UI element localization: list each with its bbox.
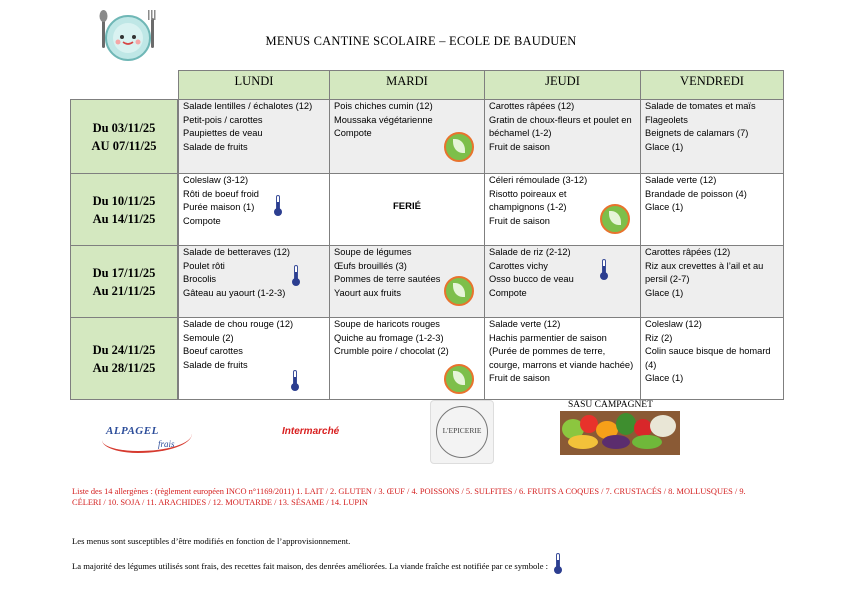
- menu-item: Pommes de terre sautées: [334, 274, 441, 285]
- menu-item: Salade verte (12): [489, 319, 561, 329]
- menu-item: Osso bucco de veau: [489, 274, 574, 285]
- intermarche-text-a: Inter: [282, 426, 304, 437]
- week-end: AU 07/11/25: [91, 138, 157, 153]
- menu-item: Compote: [183, 215, 221, 226]
- menu-item: Coleslaw (12): [645, 319, 702, 329]
- header-mardi: MARDI: [329, 70, 485, 100]
- holiday-label: FERIÉ: [393, 201, 421, 212]
- menu-item: Pois chiches cumin (12): [334, 101, 433, 111]
- week-start: Du 17/11/25: [92, 265, 156, 280]
- header-lundi: LUNDI: [178, 70, 330, 100]
- menu-item: Salade de betteraves (12): [183, 247, 290, 257]
- menu-item: Paupiettes de veau: [183, 128, 263, 139]
- menu-item: Compote: [489, 287, 527, 298]
- menu-item: Yaourt aux fruits: [334, 287, 402, 298]
- thermometer-icon: [290, 264, 302, 286]
- menu-item: Beignets de calamars (7): [645, 128, 749, 139]
- thermometer-icon: [598, 258, 610, 280]
- menu-cell-vendredi: [640, 99, 784, 174]
- alpagel-logo: [100, 415, 200, 460]
- week-end: Au 28/11/25: [92, 360, 156, 375]
- menu-cell-lundi: [178, 173, 330, 246]
- menu-item: Salade de riz (2-12): [489, 247, 571, 257]
- menu-item: Rôti de boeuf froid: [183, 188, 259, 199]
- week-start: Du 03/11/25: [92, 120, 156, 135]
- week-start: Du 10/11/25: [92, 193, 156, 208]
- menu-item: Salade de fruits: [183, 141, 248, 152]
- week-end: Au 21/11/25: [92, 283, 156, 298]
- menu-item: Semoule (2): [183, 332, 234, 343]
- menu-item: Salade de tomates et maïs: [645, 101, 756, 111]
- menu-cell-jeudi: [484, 245, 641, 318]
- week-label: [70, 99, 178, 174]
- menu-item: Crumble poire / chocolat (2): [334, 346, 449, 357]
- vegetable-crate-image: [560, 411, 680, 455]
- menu-cell-lundi: [178, 99, 330, 174]
- allergen-list: Liste des 14 allergènes : (règlement européen INCO n°1169/2011) 1. LAIT / 2. GLUTEN / 3. ŒUF / 4. POISSONS / 5. SULFITES / 6. FRUITS A COQUES / 7. CRUSTACÉS / 8. MOLLUSQUES / 9. CÉLERI / 10. SOJA / 11. ARACHIDES / 12. MOUTARDE / 13. SÉSAME / 14. LUPIN: [72, 487, 746, 507]
- menu-item: Hachis parmentier de saison (Purée de pommes de terre, courge, marrons et viande hachée): [489, 332, 634, 370]
- menu-item: Boeuf carottes: [183, 346, 243, 357]
- menu-item: Riz (2): [645, 332, 673, 343]
- note-line: Les menus sont susceptibles d’être modifiés en fonction de l’approvisionnement.: [72, 536, 351, 546]
- week-label: [70, 317, 178, 400]
- menu-item: Salade lentilles / échalotes (12): [183, 101, 313, 111]
- menu-item: Gâteau au yaourt (1-2-3): [183, 287, 286, 298]
- menu-item: Coleslaw (3-12): [183, 175, 249, 185]
- thermometer-icon: [552, 552, 564, 574]
- menu-item: Salade de fruits: [183, 359, 248, 370]
- menu-item: Œufs brouillés (3): [334, 260, 407, 271]
- menu-item: Purée maison (1): [183, 202, 255, 213]
- menu-item: Brandade de poisson (4): [645, 188, 747, 199]
- menu-item: Colin sauce bisque de homard (4): [645, 346, 771, 370]
- menu-item: Poulet rôti: [183, 260, 225, 271]
- menu-item: Moussaka végétarienne: [334, 114, 433, 125]
- menu-item: Riz aux crevettes à l’ail et au persil (2-7): [645, 260, 764, 285]
- menu-item: Fruit de saison: [489, 141, 550, 152]
- vegetarian-leaf-icon: [600, 204, 630, 234]
- campagnet-label: SASU CAMPAGNET: [568, 400, 653, 410]
- week-label: [70, 173, 178, 246]
- header-vendredi: VENDREDI: [640, 70, 784, 100]
- vegetarian-leaf-icon: [444, 132, 474, 162]
- alpagel-text: ALPAGEL: [106, 425, 159, 437]
- menu-cell-vendredi: [640, 245, 784, 318]
- menu-cell-jeudi: [484, 99, 641, 174]
- vegetarian-leaf-icon: [444, 364, 474, 394]
- menu-item: Brocolis: [183, 274, 217, 285]
- menu-item: Quiche au fromage (1-2-3): [334, 332, 444, 343]
- menu-item: Soupe de haricots rouges: [334, 319, 440, 329]
- menu-cell-lundi: [178, 317, 330, 400]
- menu-item: Fruit de saison: [489, 373, 550, 384]
- menu-item: Céleri rémoulade (3-12): [489, 175, 588, 185]
- menu-item: Compote: [334, 128, 372, 139]
- menu-item: Glace (1): [645, 202, 684, 213]
- menu-item: Carottes râpées (12): [489, 101, 575, 111]
- epicerie-text: L'EPICERIE: [442, 426, 482, 435]
- menu-item: Soupe de légumes: [334, 247, 412, 257]
- menu-item: Carottes râpées (12): [645, 247, 731, 257]
- menu-item: Salade verte (12): [645, 175, 717, 185]
- menu-item: Glace (1): [645, 287, 684, 298]
- menu-cell-lundi: [178, 245, 330, 318]
- menu-cell-jeudi: [484, 317, 641, 400]
- header-jeudi: JEUDI: [484, 70, 641, 100]
- thermometer-icon: [272, 194, 284, 216]
- menu-item: Glace (1): [645, 141, 684, 152]
- menu-item: Gratin de choux-fleurs et poulet en béchamel (1-2): [489, 114, 632, 139]
- menu-cell-vendredi: [640, 317, 784, 400]
- menu-item: Risotto poireaux et champignons (1-2): [489, 188, 567, 213]
- page-title: MENUS CANTINE SCOLAIRE – ECOLE DE BAUDUEN: [265, 34, 577, 48]
- vegetarian-leaf-icon: [444, 276, 474, 306]
- intermarche-text-b: marché: [303, 426, 340, 437]
- menu-cell-vendredi: [640, 173, 784, 246]
- note-line: La majorité des légumes utilisés sont frais, des recettes fait maison, des denrées améliorées. La viande fraîche est notifiée par ce symbole :: [72, 561, 549, 571]
- menu-item: Carottes vichy: [489, 260, 548, 271]
- week-start: Du 24/11/25: [92, 342, 156, 357]
- menu-item: Glace (1): [645, 373, 684, 384]
- thermometer-icon: [289, 369, 301, 391]
- intermarche-logo: [282, 426, 339, 437]
- week-label: [70, 245, 178, 318]
- menu-item: Fruit de saison: [489, 215, 550, 226]
- menu-item: Flageolets: [645, 114, 688, 125]
- week-end: Au 14/11/25: [92, 211, 156, 226]
- footer-notes: [72, 535, 792, 572]
- menu-item: Petit-pois / carottes: [183, 114, 263, 125]
- alpagel-subtext: frais: [158, 439, 175, 449]
- menu-item: Salade de chou rouge (12): [183, 319, 294, 329]
- epicerie-logo: [430, 400, 494, 464]
